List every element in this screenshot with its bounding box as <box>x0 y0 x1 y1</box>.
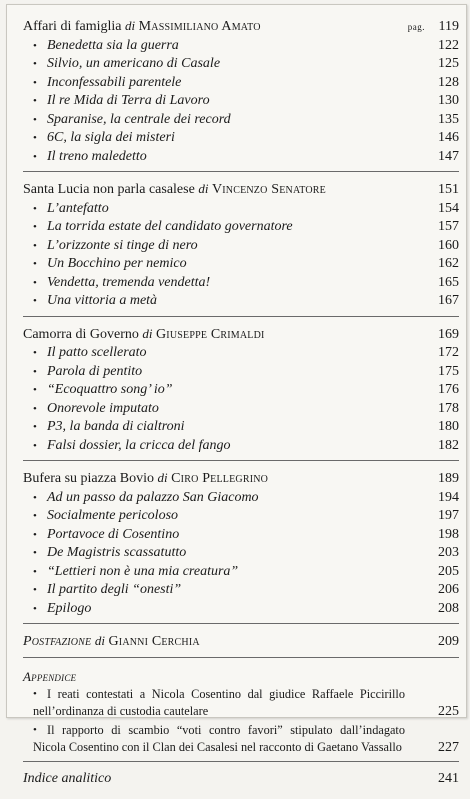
toc-entry[interactable] <box>23 37 459 56</box>
entry-page-number: 182 <box>438 437 459 453</box>
indice-heading[interactable] <box>23 770 459 789</box>
bullet-icon: • <box>33 295 37 307</box>
bullet-icon: • <box>33 365 37 378</box>
postfazione-title: Postfazione <box>23 634 92 649</box>
appendice-item-page: 225 <box>438 703 459 719</box>
entry-page-number: 135 <box>438 111 459 127</box>
entry-page-number: 203 <box>438 545 459 560</box>
section-title: Santa Lucia non parla casalese <box>23 182 195 197</box>
toc-entry[interactable] <box>23 581 459 600</box>
entry-page-number: 172 <box>438 345 459 360</box>
entry-title: L’orizzonte si tinge di nero <box>47 237 198 253</box>
entry-title: Sparanise, la centrale dei record <box>47 111 231 127</box>
author-connector: di <box>125 18 136 33</box>
entry-title: L’antefatto <box>47 200 109 216</box>
entry-page-number: 175 <box>438 363 459 379</box>
entry-title: Portavoce di Cosentino <box>47 526 180 542</box>
postfazione-author: Gianni Cerchia <box>108 634 200 649</box>
bullet-icon: • <box>33 76 37 89</box>
bullet-icon: • <box>33 547 37 559</box>
entry-title: De Magistris scassatutto <box>47 545 187 560</box>
entry-title: Ad un passo da palazzo San Giacomo <box>47 489 259 505</box>
entry-page-number: 165 <box>438 274 459 290</box>
bullet-icon: • <box>33 221 37 233</box>
toc-entry[interactable] <box>23 526 459 545</box>
entry-title: Il patto scellerato <box>47 345 147 360</box>
entry-title: Il partito degli “onesti” <box>47 582 182 597</box>
entry-title: “Ecoquattro song’ io” <box>47 382 173 397</box>
toc-entry[interactable] <box>23 418 459 437</box>
entry-page-number: 160 <box>438 237 459 253</box>
toc-entry[interactable] <box>23 218 459 237</box>
toc-entry[interactable] <box>23 489 459 508</box>
section-page-number: 151 <box>438 182 459 197</box>
toc-entry[interactable] <box>23 400 459 419</box>
bullet-icon: • <box>33 150 37 163</box>
entry-page-number: 146 <box>438 130 459 145</box>
toc-entry[interactable] <box>23 507 459 526</box>
entry-title: Silvio, un americano di Casale <box>47 56 221 71</box>
toc-entry[interactable] <box>23 381 459 400</box>
appendice-item[interactable] <box>23 686 459 720</box>
toc-entry[interactable] <box>23 344 459 363</box>
bullet-icon: • <box>33 687 37 700</box>
entry-page-number: 178 <box>438 400 459 416</box>
bullet-icon: • <box>33 39 37 52</box>
toc-entry[interactable] <box>23 437 459 456</box>
entry-title: La torrida estate del candidato governatore <box>47 219 293 234</box>
toc-entry[interactable] <box>23 274 459 293</box>
entry-page-number: 162 <box>438 256 459 271</box>
entry-page-number: 198 <box>438 526 459 542</box>
section-title: Camorra di Governo <box>23 326 139 342</box>
bullet-icon: • <box>33 347 37 359</box>
entry-title: Onorevole imputato <box>47 400 159 416</box>
appendice-item-page: 227 <box>438 739 459 755</box>
toc-entry[interactable] <box>23 600 459 619</box>
entry-title: Una vittoria a metà <box>47 293 158 308</box>
bullet-icon: • <box>33 95 37 107</box>
bullet-icon: • <box>33 202 37 215</box>
entry-title: Il re Mida di Terra di Lavoro <box>47 93 210 108</box>
bullet-icon: • <box>33 421 37 433</box>
toc-entry[interactable] <box>23 129 459 148</box>
section-author: Ciro Pellegrino <box>171 471 269 486</box>
entry-page-number: 122 <box>438 37 459 53</box>
toc-section <box>23 178 459 317</box>
entry-page-number: 205 <box>438 563 459 579</box>
section-title: Affari di famiglia <box>23 19 122 34</box>
entry-title: “Lettieri non è una mia creatura” <box>47 563 239 579</box>
section-page-number: 119 <box>438 19 459 34</box>
entry-title: Un Bocchino per nemico <box>47 256 187 271</box>
toc-postfazione <box>23 630 459 658</box>
section-author: Giuseppe Crimaldi <box>155 326 265 342</box>
entry-page-number: 128 <box>438 74 459 90</box>
toc-entry[interactable] <box>23 74 459 93</box>
postfazione-heading[interactable] <box>23 632 459 652</box>
bullet-icon: • <box>33 113 37 126</box>
bullet-icon: • <box>33 132 37 144</box>
bullet-icon: • <box>33 528 37 541</box>
toc-entry[interactable] <box>23 563 459 582</box>
toc-indice <box>23 768 459 794</box>
entry-page-number: 176 <box>438 382 459 397</box>
bullet-icon: • <box>33 584 37 596</box>
bullet-icon: • <box>33 439 37 452</box>
section-heading[interactable] <box>23 180 459 200</box>
section-title: Bufera su piazza Bovio <box>23 471 155 486</box>
bullet-icon: • <box>33 491 37 504</box>
entry-title: P3, la banda di cialtroni <box>47 419 185 434</box>
toc-section <box>23 323 459 462</box>
toc-entry[interactable] <box>23 55 459 74</box>
indice-page-number: 241 <box>438 770 459 786</box>
section-author: Vincenzo Senatore <box>211 182 326 197</box>
entry-page-number: 208 <box>438 600 459 616</box>
indice-title: Indice analitico <box>23 770 112 786</box>
section-heading[interactable] <box>23 17 459 37</box>
book-page <box>6 4 467 786</box>
bullet-icon: • <box>33 723 37 736</box>
toc-appendice <box>23 664 459 762</box>
entry-title: Benedetta sia la guerra <box>47 37 179 53</box>
bullet-icon: • <box>33 384 37 396</box>
entry-page-number: 197 <box>438 508 459 523</box>
entry-title: Il treno maledetto <box>47 148 147 164</box>
toc-entry[interactable] <box>23 200 459 219</box>
section-heading[interactable] <box>23 325 459 345</box>
entry-title: Inconfessabili parentele <box>47 74 182 90</box>
toc-entry[interactable] <box>23 92 459 111</box>
entry-title: Vendetta, tremenda vendetta! <box>47 274 211 290</box>
appendice-item-text: I reati contestati a Nicola Cosentino dal giudice Raffaele Piccirillo nell’ordinanza di custodia cautelare <box>33 686 405 718</box>
toc-section <box>23 15 459 172</box>
section-author: Massimiliano Amato <box>138 19 261 34</box>
author-connector: di <box>198 181 209 196</box>
bullet-icon: • <box>33 565 37 578</box>
bullet-icon: • <box>33 602 37 615</box>
bullet-icon: • <box>33 239 37 252</box>
entry-page-number: 157 <box>438 219 459 234</box>
bullet-icon: • <box>33 58 37 70</box>
entry-page-number: 194 <box>438 489 459 505</box>
appendice-item-text: Il rapporto di scambio “voti contro favori” stipulato dall’indagato Nicola Cosentino con il Clan dei Casalesi nel racconto di Gaetano Vassallo <box>33 722 405 754</box>
postfazione-page-number: 209 <box>438 634 459 649</box>
entry-title: Falsi dossier, la cricca del fango <box>47 437 231 453</box>
entry-page-number: 130 <box>438 93 459 108</box>
page-label: pag. <box>407 22 425 32</box>
bullet-icon: • <box>33 276 37 289</box>
entry-page-number: 180 <box>438 419 459 434</box>
entry-page-number: 167 <box>438 293 459 308</box>
section-heading[interactable] <box>23 469 459 489</box>
entry-page-number: 206 <box>438 582 459 597</box>
bullet-icon: • <box>33 402 37 415</box>
author-connector: di <box>157 470 168 485</box>
toc-entry[interactable] <box>23 363 459 382</box>
entry-title: Epilogo <box>47 600 92 616</box>
bullet-icon: • <box>33 258 37 270</box>
toc-entry[interactable] <box>23 544 459 563</box>
toc-section <box>23 467 459 624</box>
toc-entry[interactable] <box>23 148 459 167</box>
entry-title: 6C, la sigla dei misteri <box>47 130 175 145</box>
entry-page-number: 125 <box>438 56 459 71</box>
entry-title: Parola di pentito <box>47 363 143 379</box>
section-page-number: 169 <box>438 326 459 342</box>
table-of-contents <box>23 15 459 799</box>
entry-page-number: 154 <box>438 200 459 216</box>
author-connector: di <box>94 633 105 648</box>
section-page-number: 189 <box>438 471 459 486</box>
bullet-icon: • <box>33 510 37 522</box>
appendice-title: Appendice <box>23 668 77 684</box>
appendice-item[interactable] <box>23 722 459 756</box>
toc-entry[interactable] <box>23 111 459 130</box>
toc-entry[interactable] <box>23 237 459 256</box>
entry-title: Socialmente pericoloso <box>47 508 179 523</box>
toc-entry[interactable] <box>23 255 459 274</box>
toc-entry[interactable] <box>23 292 459 311</box>
author-connector: di <box>142 325 153 341</box>
entry-page-number: 147 <box>438 148 459 164</box>
